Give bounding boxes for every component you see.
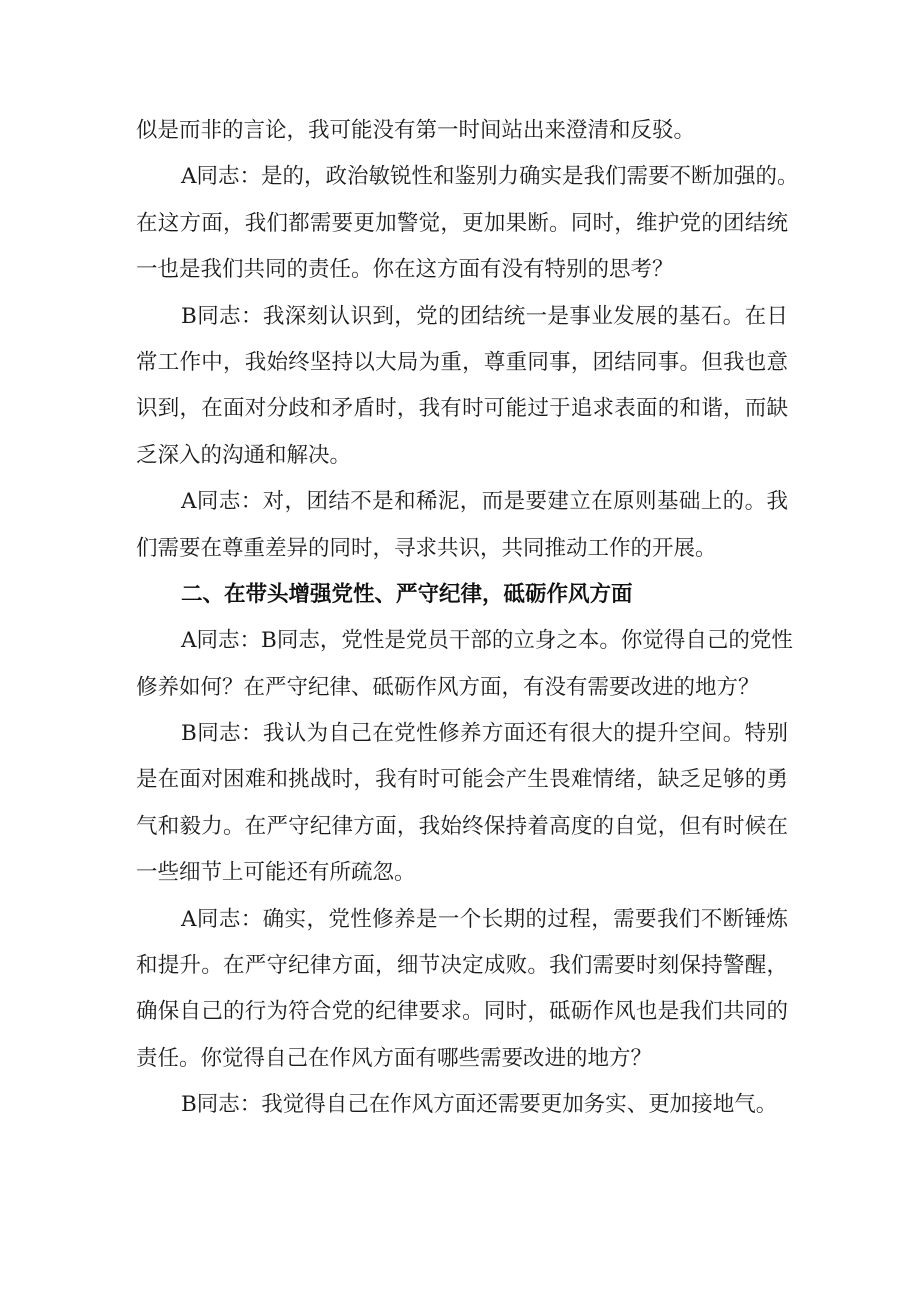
paragraph-line: B同志：我深刻认识到，党的团结统一是事业发展的基石。在日: [181, 303, 788, 329]
paragraph-line: A同志：确实，党性修养是一个长期的过程，需要我们不断锤炼: [181, 906, 788, 932]
section-heading: 二、在带头增强党性、严守纪律，砥砺作风方面: [181, 581, 633, 607]
paragraph-line: 一也是我们共同的责任。你在这方面有没有特别的思考？: [136, 257, 674, 283]
paragraph-line: 乏深入的沟通和解决。: [136, 442, 352, 468]
paragraph-line: A同志：是的，政治敏锐性和鉴别力确实是我们需要不断加强的。: [181, 164, 799, 190]
paragraph-line: 修养如何？在严守纪律、砥砺作风方面，有没有需要改进的地方？: [136, 674, 760, 700]
paragraph-line: 确保自己的行为符合党的纪律要求。同时，砥砺作风也是我们共同的: [136, 999, 788, 1025]
paragraph-line: 常工作中，我始终坚持以大局为重，尊重同事，团结同事。但我也意: [136, 349, 788, 375]
paragraph-line: B同志：我认为自己在党性修养方面还有很大的提升空间。特别: [181, 721, 788, 747]
paragraph-line: 和提升。在严守纪律方面，细节决定成败。我们需要时刻保持警醒，: [136, 953, 788, 979]
paragraph-line: A同志：B同志，党性是党员干部的立身之本。你觉得自己的党性: [181, 628, 793, 654]
paragraph-line: 是在面对困难和挑战时，我有时可能会产生畏难情绪，缺乏足够的勇: [136, 767, 788, 793]
paragraph-line: 责任。你觉得自己在作风方面有哪些需要改进的地方？: [136, 1045, 653, 1071]
paragraph-line: 气和毅力。在严守纪律方面，我始终保持着高度的自觉，但有时候在: [136, 813, 788, 839]
paragraph-line: 在这方面，我们都需要更加警觉，更加果断。同时，维护党的团结统: [136, 210, 788, 236]
paragraph-line: A同志：对，团结不是和稀泥，而是要建立在原则基础上的。我: [181, 489, 788, 515]
paragraph-line: 们需要在尊重差异的同时，寻求共识，共同推动工作的开展。: [136, 535, 717, 561]
paragraph-line: 一些细节上可能还有所疏忽。: [136, 860, 416, 886]
document-body: [136, 108, 799, 1129]
paragraph-line: B同志：我觉得自己在作风方面还需要更加务实、更加接地气。: [181, 1092, 778, 1118]
paragraph-line: 识到，在面对分歧和矛盾时，我有时可能过于追求表面的和谐，而缺: [136, 396, 788, 422]
paragraph-line: 似是而非的言论，我可能没有第一时间站出来澄清和反驳。: [136, 118, 696, 143]
